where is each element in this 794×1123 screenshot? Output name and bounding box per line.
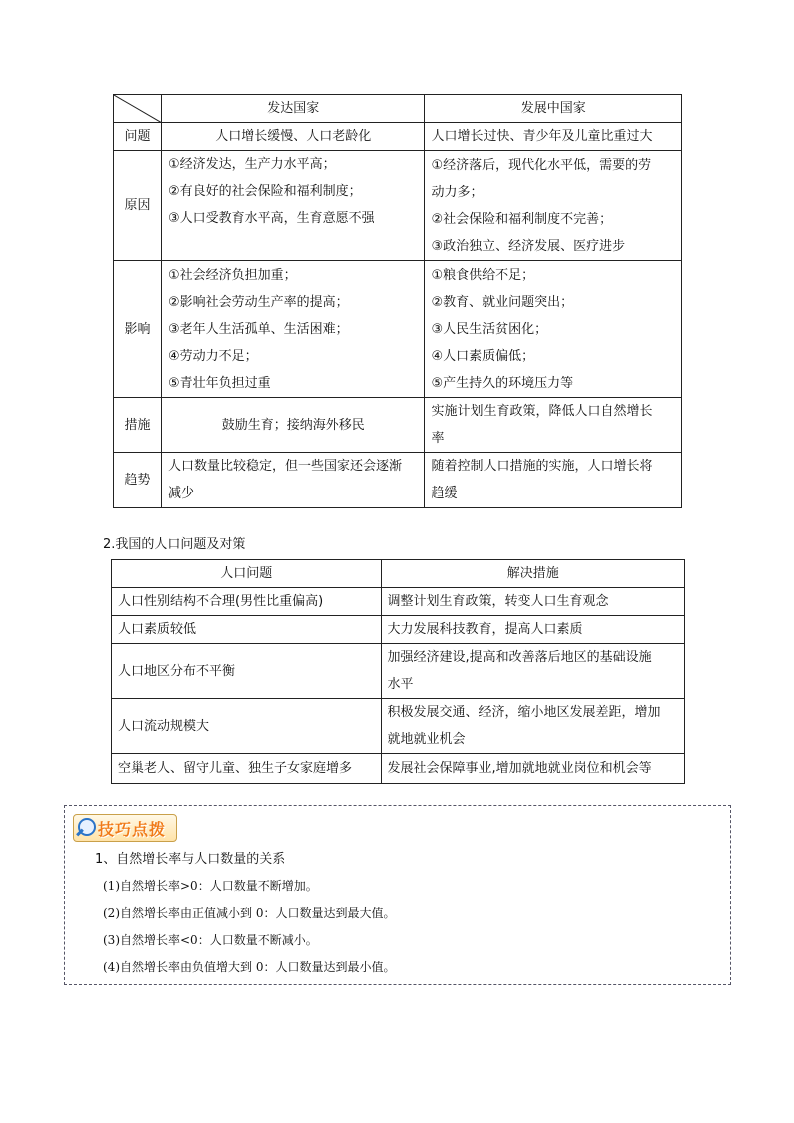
cell-line: ③政治独立、经济发展、医疗进步 <box>431 238 626 254</box>
cell-line: ④人口素质偏低； <box>431 348 535 364</box>
cell-line: ②影响社会劳动生产率的提高； <box>167 294 349 310</box>
cell-line: ③人口受教育水平高，生育意愿不强 <box>167 211 375 226</box>
table-row <box>112 754 685 784</box>
cell-developed: 鼓励生育；接纳海外移民 <box>161 398 425 453</box>
cell-line: 动力多； <box>431 184 484 200</box>
cell-developing <box>425 261 682 398</box>
cell-line: 加强经济建设,提高和改善落后地区的基础设施 <box>387 650 652 665</box>
cell-line: ②社会保险和福利制度不完善； <box>431 211 613 227</box>
cell-line: ④劳动力不足； <box>167 348 258 364</box>
cell-developed <box>161 151 425 261</box>
cell-measure <box>381 699 684 754</box>
cell-developed: 人口增长缓慢、人口老龄化 <box>161 123 425 151</box>
cell-developing <box>425 151 682 261</box>
table-row <box>114 453 682 508</box>
row-label: 趋势 <box>114 453 162 508</box>
cell-line: ①经济发达，生产力水平高； <box>167 157 336 172</box>
cell-problem: 人口地区分布不平衡 <box>112 644 382 699</box>
table-row <box>114 398 682 453</box>
badge-label: 技巧点拨 <box>98 820 167 839</box>
tips-line: (3)自然增长率<0：人口数量不断减小。 <box>103 933 318 947</box>
table-row <box>112 644 685 699</box>
diagonal-line <box>114 95 162 123</box>
tips-line: (1)自然增长率>0：人口数量不断增加。 <box>103 879 318 893</box>
table-row <box>114 123 682 151</box>
cell-line: 实施计划生育政策，降低人口自然增长 <box>431 404 653 419</box>
cell-line: ①社会经济负担加重； <box>167 267 297 283</box>
table-row <box>112 616 685 644</box>
cell-line: 随着控制人口措施的实施，人口增长将 <box>431 459 653 474</box>
cell-developed <box>161 453 425 508</box>
cell-line: ③人民生活贫困化； <box>431 321 548 337</box>
cell-problem: 人口素质较低 <box>112 616 382 644</box>
cell-measure: 调整计划生育政策，转变人口生育观念 <box>381 588 684 616</box>
row-label: 措施 <box>114 398 162 453</box>
table-row <box>112 699 685 754</box>
table-header-row <box>114 95 682 123</box>
tips-badge <box>73 814 177 842</box>
cell-line: ②教育、就业问题突出； <box>431 294 574 310</box>
cell-line: 趋缓 <box>431 486 458 501</box>
cell-line: ①经济落后，现代化水平低，需要的劳 <box>431 157 652 173</box>
cell-developing: 人口增长过快、青少年及儿童比重过大 <box>425 123 682 151</box>
cell-line: 积极发展交通、经济，缩小地区发展差距，增加 <box>387 705 661 720</box>
tips-line: (4)自然增长率由负值增大到 0：人口数量达到最小值。 <box>103 960 396 974</box>
header-problem: 人口问题 <box>112 560 382 588</box>
cell-line: ⑤产生持久的环境压力等 <box>431 375 574 391</box>
table-row <box>112 588 685 616</box>
cell-measure: 发展社会保障事业,增加就地就业岗位和机会等 <box>381 754 684 784</box>
header-measure: 解决措施 <box>381 560 684 588</box>
section-heading: 2.我国的人口问题及对策 <box>103 537 246 552</box>
cell-line: ①粮食供给不足； <box>431 267 535 283</box>
table-header-row <box>112 560 685 588</box>
cell-problem: 人口性别结构不合理(男性比重偏高) <box>112 588 382 616</box>
cell-line: 人口数量比较稳定，但一些国家还会逐渐 <box>167 459 402 474</box>
cell-line: 就地就业机会 <box>387 732 466 747</box>
cell-problem: 空巢老人、留守儿童、独生子女家庭增多 <box>112 754 382 784</box>
cell-line: ②有良好的社会保险和福利制度； <box>167 184 362 199</box>
tips-line: (2)自然增长率由正值减小到 0：人口数量达到最大值。 <box>103 906 396 920</box>
tips-title: 1、自然增长率与人口数量的关系 <box>95 852 286 867</box>
comparison-table <box>113 94 682 508</box>
cell-problem: 人口流动规模大 <box>112 699 382 754</box>
cell-developed <box>161 261 425 398</box>
corner-cell <box>114 95 162 123</box>
cell-measure <box>381 644 684 699</box>
row-label: 影响 <box>114 261 162 398</box>
cell-measure: 大力发展科技教育，提高人口素质 <box>381 616 684 644</box>
cell-developing <box>425 453 682 508</box>
tips-box <box>64 805 731 985</box>
row-label: 原因 <box>114 151 162 261</box>
policy-table <box>111 559 685 784</box>
table-row <box>114 261 682 398</box>
cell-line: 水平 <box>387 677 414 692</box>
cell-line: ③老年人生活孤单、生活困难； <box>167 321 349 337</box>
cell-line: 减少 <box>167 486 194 501</box>
header-developed: 发达国家 <box>161 95 425 123</box>
cell-line: ⑤青壮年负担过重 <box>167 375 271 391</box>
cell-developing <box>425 398 682 453</box>
table-row <box>114 151 682 261</box>
row-label: 问题 <box>114 123 162 151</box>
header-developing: 发展中国家 <box>425 95 682 123</box>
cell-line: 率 <box>431 431 445 446</box>
